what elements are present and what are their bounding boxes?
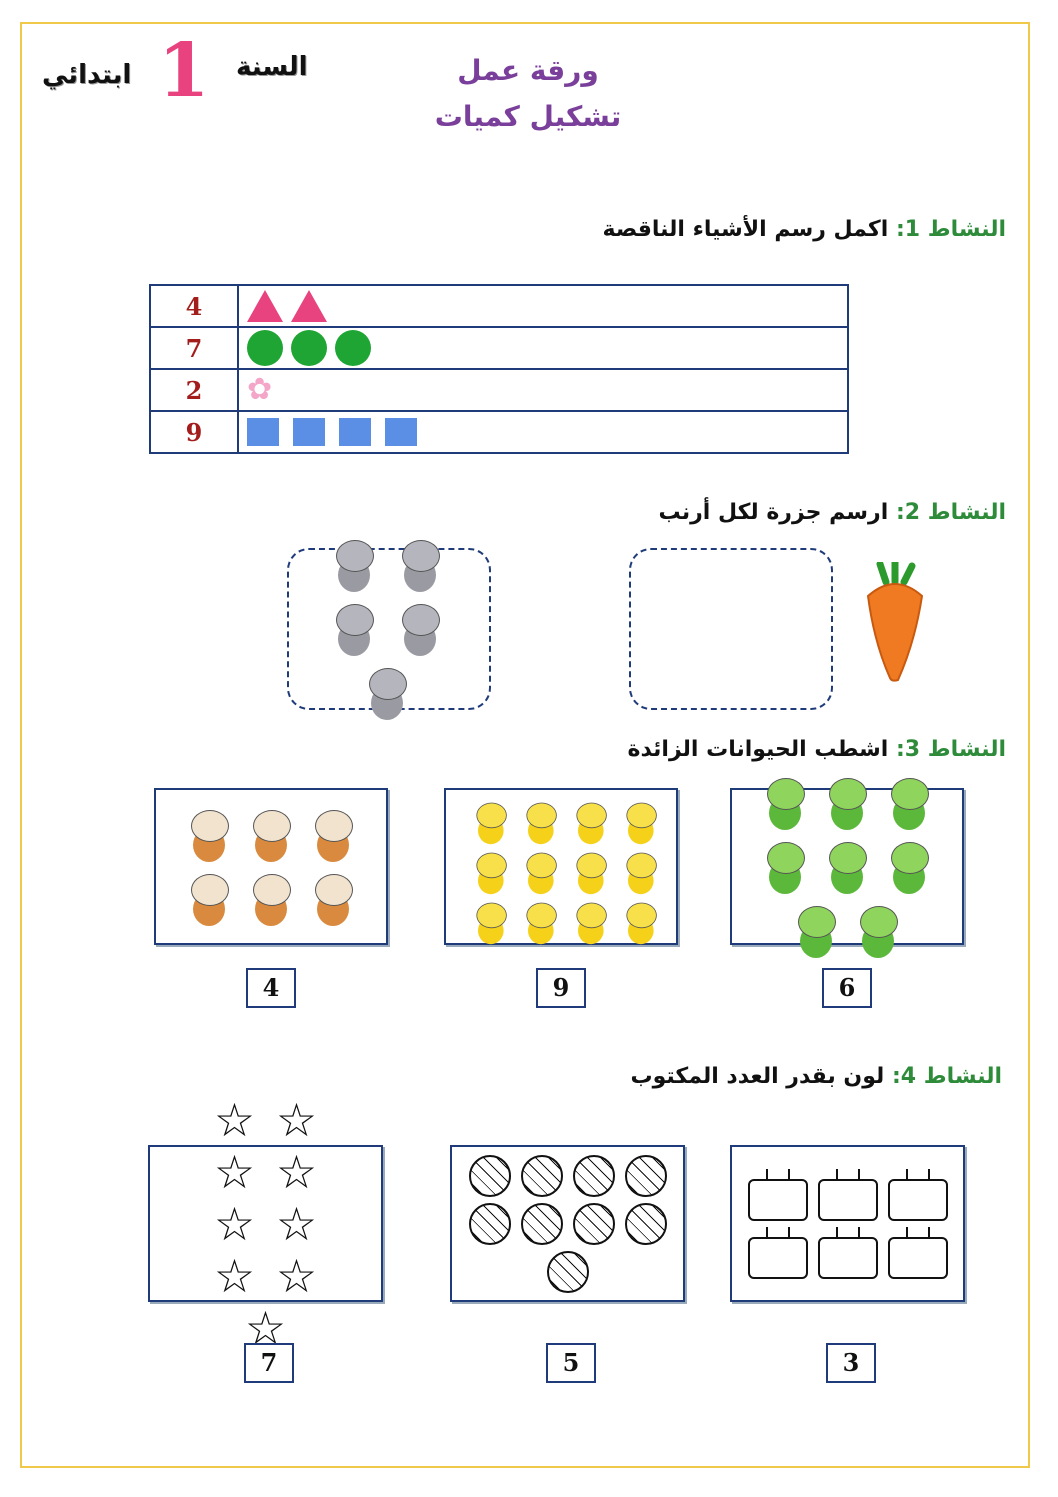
bird-icon (821, 774, 873, 832)
bird-icon (852, 902, 904, 960)
basketball-icon[interactable] (573, 1203, 615, 1245)
star-icon[interactable]: ☆ (213, 1248, 256, 1303)
row-number: 4 (150, 285, 238, 327)
dog-target-number: 4 (246, 968, 296, 1008)
square-icon (385, 418, 417, 446)
grade-number: 1 (158, 28, 210, 114)
star-icon[interactable]: ☆ (275, 1144, 318, 1199)
duck-target-number: 9 (536, 968, 586, 1008)
tv-group-box[interactable] (730, 1145, 965, 1302)
star-icon[interactable]: ☆ (275, 1196, 318, 1251)
star-icon[interactable]: ☆ (213, 1092, 256, 1147)
circle-icon (247, 330, 283, 366)
rabbit-icon (394, 536, 450, 594)
basketball-icon[interactable] (625, 1203, 667, 1245)
tv-icon[interactable] (888, 1237, 948, 1279)
triangle-row (239, 290, 847, 322)
table-row (150, 327, 848, 369)
activity3-instruction: اشطب الحيوانات الزائدة (627, 737, 889, 762)
activity1-instruction: اكمل رسم الأشياء الناقصة (602, 217, 889, 242)
dog-icon (183, 806, 235, 864)
star-icon[interactable]: ☆ (244, 1300, 287, 1355)
duck-icon (570, 899, 602, 934)
basketball-icon[interactable] (469, 1155, 511, 1197)
drawing-cell[interactable] (238, 285, 848, 327)
carrot-drawing-area[interactable] (629, 548, 833, 710)
dog-icon (307, 806, 359, 864)
level-label: ابتدائي (42, 60, 132, 90)
bird-icon (759, 774, 811, 832)
duck-icon (470, 799, 502, 834)
duck-icon (620, 899, 652, 934)
activity1-heading (603, 217, 1007, 242)
star-icon[interactable]: ☆ (275, 1248, 318, 1303)
tv-icon[interactable] (818, 1179, 878, 1221)
basketball-icon[interactable] (521, 1155, 563, 1197)
duck-icon (620, 849, 652, 884)
bird-group-box[interactable] (730, 788, 964, 945)
activity3-heading (627, 737, 1006, 762)
drawing-cell[interactable] (238, 369, 848, 411)
carrot-icon (860, 562, 930, 684)
basketball-icon[interactable] (469, 1203, 511, 1245)
rabbits-box (287, 548, 491, 710)
table-row (150, 285, 848, 327)
triangle-icon (247, 290, 283, 322)
title-line2: تشكيل كميات (434, 100, 622, 133)
activity2-heading (659, 500, 1006, 525)
rabbit-icon (328, 600, 384, 658)
tv-icon[interactable] (818, 1237, 878, 1279)
duck-icon (520, 799, 552, 834)
triangle-icon (291, 290, 327, 322)
circle-icon (291, 330, 327, 366)
bird-icon (883, 838, 935, 896)
basketball-icon[interactable] (547, 1251, 589, 1293)
basketball-group-box[interactable] (450, 1145, 685, 1302)
bird-icon (821, 838, 873, 896)
duck-icon (470, 849, 502, 884)
table-row (150, 411, 848, 453)
activity1-label: النشاط 1: (895, 217, 1006, 242)
year-label: السنة (236, 52, 308, 82)
dog-icon (245, 806, 297, 864)
basketball-icon[interactable] (625, 1155, 667, 1197)
duck-icon (520, 899, 552, 934)
row-number: 2 (150, 369, 238, 411)
square-icon (247, 418, 279, 446)
star-target-number: 7 (244, 1343, 294, 1383)
circle-icon (335, 330, 371, 366)
drawing-cell[interactable] (238, 327, 848, 369)
row-number: 7 (150, 327, 238, 369)
star-icon[interactable]: ☆ (213, 1196, 256, 1251)
basketball-icon[interactable] (521, 1203, 563, 1245)
star-icon[interactable]: ☆ (213, 1144, 256, 1199)
bird-icon (883, 774, 935, 832)
activity2-instruction: ارسم جزرة لكل أرنب (658, 500, 889, 525)
square-icon (339, 418, 371, 446)
activity1-table (149, 284, 849, 454)
circle-row (239, 330, 847, 366)
rabbit-icon (328, 536, 384, 594)
bird-icon (759, 838, 811, 896)
basketball-icon[interactable] (573, 1155, 615, 1197)
duck-icon (570, 799, 602, 834)
bird-icon (790, 902, 842, 960)
duck-icon (620, 799, 652, 834)
tv-icon[interactable] (748, 1179, 808, 1221)
bird-target-number: 6 (822, 968, 872, 1008)
star-group-box[interactable] (148, 1092, 383, 1355)
square-row (239, 418, 847, 446)
tv-icon[interactable] (888, 1179, 948, 1221)
activity4-instruction: لون بقدر العدد المكتوب (630, 1064, 885, 1089)
duck-icon (470, 899, 502, 934)
dog-group-box[interactable] (154, 788, 388, 945)
rabbit-icon (361, 664, 417, 722)
tv-icon[interactable] (748, 1237, 808, 1279)
activity4-label: النشاط 4: (891, 1064, 1002, 1089)
activity2-label: النشاط 2: (895, 500, 1006, 525)
tv-target-number: 3 (826, 1343, 876, 1383)
square-icon (293, 418, 325, 446)
table-row (150, 369, 848, 411)
flower-row (239, 372, 847, 407)
flower-icon: ✿ (247, 372, 273, 407)
activity4-heading (631, 1064, 1002, 1089)
drawing-cell[interactable] (238, 411, 848, 453)
duck-group-box[interactable] (444, 788, 678, 945)
dog-icon (183, 870, 235, 928)
basketball-target-number: 5 (546, 1343, 596, 1383)
star-icon[interactable]: ☆ (275, 1092, 318, 1147)
activity3-label: النشاط 3: (895, 737, 1006, 762)
dog-icon (307, 870, 359, 928)
dog-icon (245, 870, 297, 928)
title-line1: ورقة عمل (457, 54, 599, 87)
duck-icon (570, 849, 602, 884)
rabbit-icon (394, 600, 450, 658)
row-number: 9 (150, 411, 238, 453)
duck-icon (520, 849, 552, 884)
